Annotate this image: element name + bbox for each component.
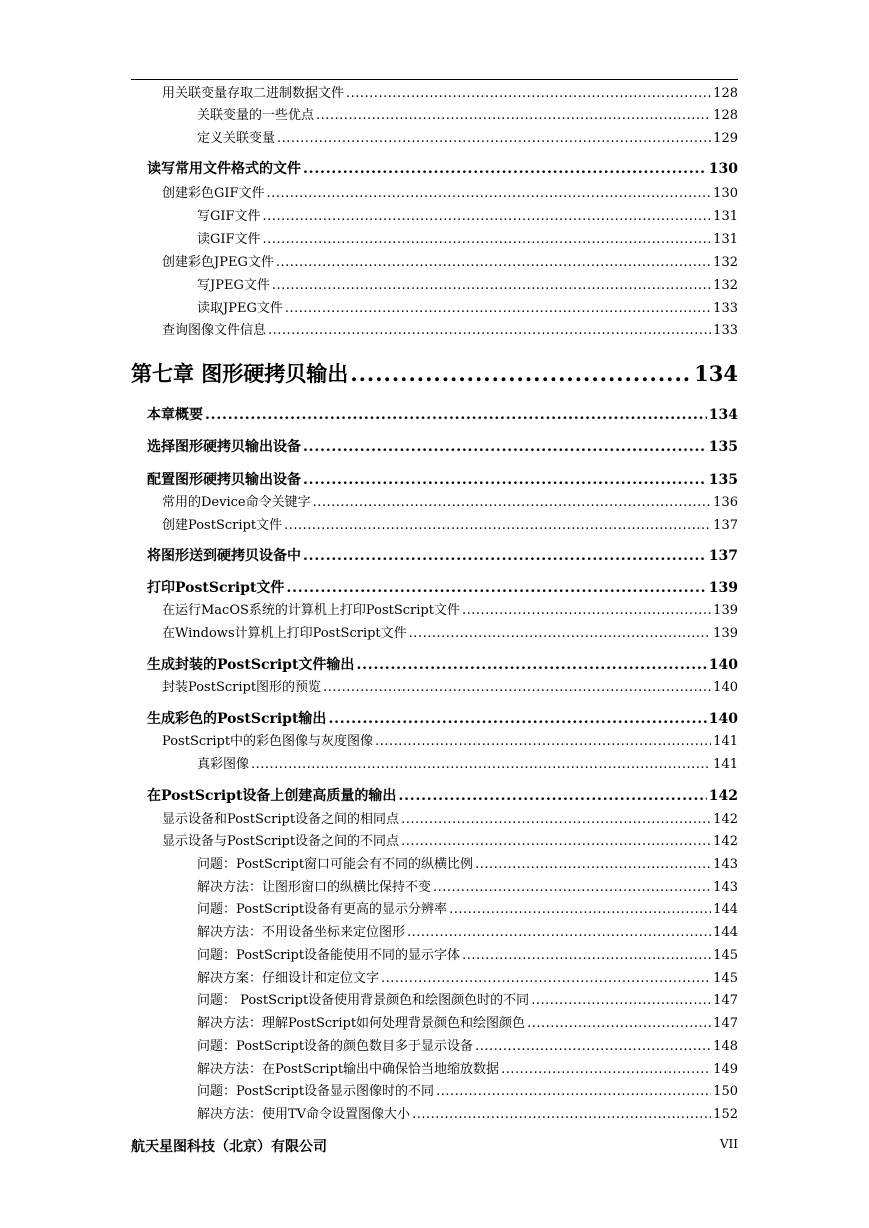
- toc-entry[interactable]: [197, 1103, 738, 1122]
- toc-entry[interactable]: [162, 599, 738, 618]
- toc-entry-title: PostScript中的彩色图像与灰度图像: [162, 734, 374, 749]
- toc-entry-title: 问题：PostScript窗口可能会有不同的纵横比例: [197, 857, 474, 872]
- toc-leader-dots: [251, 757, 711, 772]
- toc-entry-page: 137: [708, 548, 738, 564]
- toc-entry-page: 132: [713, 278, 738, 293]
- toc-entry-page: 129: [713, 131, 738, 146]
- toc-entry-page: 140: [708, 657, 738, 673]
- toc-leader-dots: [350, 361, 692, 386]
- toc-leader-dots: [268, 323, 711, 338]
- toc-leader-dots: [527, 1016, 711, 1031]
- toc-leader-dots: [475, 857, 711, 872]
- toc-entry-page: 131: [713, 232, 738, 247]
- toc-entry[interactable]: [162, 514, 738, 533]
- toc-leader-dots: [356, 657, 706, 673]
- toc-entry-page: 142: [713, 812, 738, 827]
- toc-leader-dots: [475, 1039, 711, 1054]
- toc-entry-page: 134: [694, 361, 738, 386]
- toc-leader-dots: [313, 495, 712, 510]
- toc-entry[interactable]: [162, 491, 738, 510]
- toc-entry-title: 解决方法：让图形窗口的纵横比保持不变: [197, 880, 432, 895]
- toc-entry-title: 第七章 图形硬拷贝输出: [131, 361, 349, 386]
- toc-entry-page: 130: [713, 186, 738, 201]
- toc-entry[interactable]: [147, 577, 738, 597]
- toc-entry-title: 封装PostScript图形的预览: [162, 680, 322, 695]
- toc-entry-page: 133: [713, 301, 738, 316]
- toc-leader-dots: [277, 131, 711, 146]
- toc-leader-dots: [375, 734, 711, 749]
- toc-leader-dots: [263, 232, 712, 247]
- toc-entry-page: 134: [708, 407, 738, 423]
- toc-entry-page: 136: [713, 495, 738, 510]
- toc-entry-page: 150: [713, 1084, 738, 1099]
- toc-leader-dots: [401, 812, 711, 827]
- toc-entry[interactable]: [197, 297, 738, 316]
- toc-entry-title: 在运行MacOS系统的计算机上打印PostScript文件: [162, 603, 460, 618]
- toc-entry[interactable]: [197, 1035, 738, 1054]
- footer-page-number: VII: [719, 1137, 738, 1151]
- toc-entry-title: 选择图形硬拷贝输出设备: [147, 439, 301, 455]
- toc-entry-page: 128: [713, 108, 738, 123]
- toc-leader-dots: [263, 209, 712, 224]
- toc-entry[interactable]: [162, 676, 738, 695]
- toc-entry-title: 定义关联变量: [197, 131, 276, 146]
- toc-leader-dots: [436, 1084, 711, 1099]
- toc-entry-page: 137: [713, 518, 738, 533]
- toc-entry-page: 130: [708, 161, 738, 177]
- toc-entry-page: 142: [713, 834, 738, 849]
- toc-leader-dots: [303, 548, 707, 564]
- toc-entry-page: 140: [713, 680, 738, 695]
- toc-entry[interactable]: [197, 274, 738, 293]
- toc-entry-page: 139: [708, 580, 738, 596]
- toc-entry[interactable]: [197, 753, 738, 772]
- toc-entry[interactable]: [147, 785, 738, 805]
- toc-entry-page: 139: [713, 603, 738, 618]
- toc-entry[interactable]: [197, 898, 738, 917]
- toc-entry[interactable]: [197, 853, 738, 872]
- toc-leader-dots: [398, 788, 706, 804]
- toc-entry-page: 133: [713, 323, 738, 338]
- toc-entry-page: 148: [713, 1039, 738, 1054]
- toc-entry[interactable]: [197, 104, 738, 123]
- toc-entry[interactable]: [162, 730, 738, 749]
- toc-entry-title: 显示设备和PostScript设备之间的相同点: [162, 812, 400, 827]
- toc-leader-dots: [462, 603, 711, 618]
- toc-entry-title: 将图形送到硬拷贝设备中: [147, 548, 301, 564]
- toc-leader-dots: [462, 948, 711, 963]
- toc-entry-title: 问题：PostScript设备能使用不同的显示字体: [197, 948, 461, 963]
- toc-entry-page: 144: [713, 925, 738, 940]
- toc-entry-title: 查询图像文件信息: [162, 323, 267, 338]
- toc-entry-title: 本章概要: [147, 407, 203, 423]
- toc-entry[interactable]: [147, 469, 738, 489]
- toc-entry-title: 解决方法：使用TV命令设置图像大小: [197, 1107, 411, 1122]
- toc-entry-page: 149: [713, 1062, 738, 1077]
- toc-entry[interactable]: [162, 182, 738, 201]
- toc-entry-page: 132: [713, 255, 738, 270]
- toc-entry-title: 关联变量的一些优点: [197, 108, 315, 123]
- toc-entry-title: 生成封装的PostScript文件输出: [147, 657, 355, 673]
- toc-entry-page: 152: [713, 1107, 738, 1122]
- toc-entry-title: 问题：PostScript设备显示图像时的不同: [197, 1084, 435, 1099]
- toc-entry-title: 真彩图像: [197, 757, 250, 772]
- toc-entry[interactable]: [147, 158, 738, 178]
- toc-entry-title: 在Windows计算机上打印PostScript文件: [162, 626, 407, 641]
- toc-leader-dots: [323, 680, 711, 695]
- toc-entry-page: 143: [713, 880, 738, 895]
- toc-entry[interactable]: [162, 319, 738, 338]
- toc-entry[interactable]: [197, 967, 738, 986]
- toc-entry[interactable]: [197, 1012, 738, 1031]
- toc-entry-title: 读取JPEG文件: [197, 301, 283, 316]
- toc-entry-page: 147: [713, 993, 738, 1008]
- toc-leader-dots: [409, 626, 712, 641]
- toc-leader-dots: [267, 186, 712, 201]
- toc-entry[interactable]: [147, 654, 738, 674]
- toc-entry[interactable]: [162, 808, 738, 827]
- toc-leader-dots: [346, 86, 711, 101]
- toc-entry[interactable]: [147, 545, 738, 565]
- toc-entry-page: 143: [713, 857, 738, 872]
- toc-entry[interactable]: [197, 944, 738, 963]
- toc-leader-dots: [286, 580, 706, 596]
- toc-entry[interactable]: [197, 921, 738, 940]
- toc-leader-dots: [381, 971, 711, 986]
- toc-entry-title: 生成彩色的PostScript输出: [147, 711, 327, 727]
- toc-entry-title: 创建彩色GIF文件: [162, 186, 265, 201]
- toc-entry[interactable]: [147, 708, 738, 728]
- toc-entry-title: 写GIF文件: [197, 209, 261, 224]
- toc-entry-title: 用关联变量存取二进制数据文件: [162, 86, 345, 101]
- toc-entry-title: 解决方案：仔细设计和定位文字: [197, 971, 380, 986]
- toc-leader-dots: [316, 108, 711, 123]
- toc-leader-dots: [284, 518, 711, 533]
- toc-leader-dots: [303, 161, 707, 177]
- toc-entry[interactable]: [197, 127, 738, 146]
- toc-entry-title: 读GIF文件: [197, 232, 261, 247]
- toc-entry-title: 在PostScript设备上创建高质量的输出: [147, 788, 397, 804]
- toc-entry-page: 144: [713, 902, 738, 917]
- toc-leader-dots: [501, 1062, 711, 1077]
- toc-entry-title: 显示设备与PostScript设备之间的不同点: [162, 834, 400, 849]
- toc-entry[interactable]: [162, 830, 738, 849]
- toc-entry-page: 147: [713, 1016, 738, 1031]
- toc-entry[interactable]: [197, 1080, 738, 1099]
- toc-entry[interactable]: [197, 1058, 738, 1077]
- toc-entry-title: 读写常用文件格式的文件: [147, 161, 301, 177]
- toc-entry[interactable]: [197, 989, 738, 1008]
- toc-entry[interactable]: [131, 358, 738, 388]
- toc-entry[interactable]: [162, 82, 738, 101]
- toc-entry-title: 问题： PostScript设备使用背景颜色和绘图颜色时的不同: [197, 993, 530, 1008]
- toc-entry-page: 128: [713, 86, 738, 101]
- toc-entry-page: 142: [708, 788, 738, 804]
- toc-entry-title: 问题：PostScript设备的颜色数目多于显示设备: [197, 1039, 474, 1054]
- footer-company: 航天星图科技（北京）有限公司: [131, 1139, 327, 1155]
- toc-entry-page: 140: [708, 711, 738, 727]
- toc-leader-dots: [433, 880, 711, 895]
- toc-entry-title: 问题：PostScript设备有更高的显示分辨率: [197, 902, 448, 917]
- toc-leader-dots: [303, 439, 707, 455]
- header-rule: [131, 79, 738, 80]
- toc-leader-dots: [285, 301, 711, 316]
- toc-entry-title: 解决方法：在PostScript输出中确保恰当地缩放数据: [197, 1062, 500, 1077]
- toc-entry-page: 141: [713, 734, 738, 749]
- toc-leader-dots: [328, 711, 706, 727]
- toc-entry-page: 131: [713, 209, 738, 224]
- toc-entry-title: 常用的Device命令关键字: [162, 495, 311, 510]
- toc-leader-dots: [412, 1107, 711, 1122]
- toc-entry[interactable]: [147, 436, 738, 456]
- toc-entry[interactable]: [197, 876, 738, 895]
- toc-entry-page: 141: [713, 757, 738, 772]
- toc-entry-title: 打印PostScript文件: [147, 580, 285, 596]
- toc-leader-dots: [401, 834, 711, 849]
- toc-entry-title: 创建彩色JPEG文件: [162, 255, 274, 270]
- toc-leader-dots: [272, 278, 711, 293]
- toc-entry[interactable]: [197, 205, 738, 224]
- toc-entry-title: 创建PostScript文件: [162, 518, 283, 533]
- toc-entry-title: 写JPEG文件: [197, 278, 270, 293]
- toc-leader-dots: [531, 993, 711, 1008]
- toc-entry-title: 配置图形硬拷贝输出设备: [147, 472, 301, 488]
- toc-leader-dots: [205, 407, 707, 423]
- toc-entry-title: 解决方法：理解PostScript如何处理背景颜色和绘图颜色: [197, 1016, 526, 1031]
- toc-leader-dots: [449, 902, 711, 917]
- toc-entry[interactable]: [162, 622, 738, 641]
- toc-leader-dots: [303, 472, 707, 488]
- toc-leader-dots: [407, 925, 711, 940]
- toc-entry-page: 135: [708, 472, 738, 488]
- toc-entry[interactable]: [197, 228, 738, 247]
- toc-entry[interactable]: [147, 404, 738, 424]
- toc-entry[interactable]: [162, 251, 738, 270]
- toc-entry-page: 139: [713, 626, 738, 641]
- toc-leader-dots: [276, 255, 711, 270]
- toc-entry-title: 解决方法：不用设备坐标来定位图形: [197, 925, 406, 940]
- toc-entry-page: 145: [713, 948, 738, 963]
- toc-entry-page: 135: [708, 439, 738, 455]
- toc-entry-page: 145: [713, 971, 738, 986]
